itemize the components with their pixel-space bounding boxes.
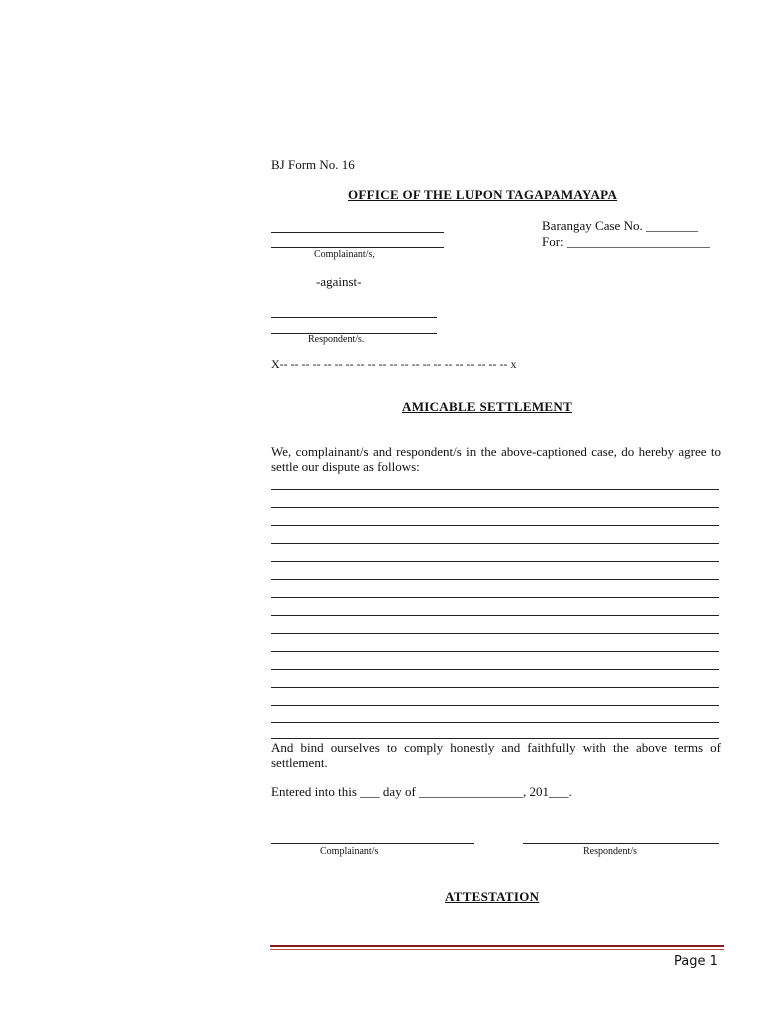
terms-line[interactable] bbox=[271, 738, 719, 739]
terms-line[interactable] bbox=[271, 543, 719, 544]
barangay-case-number[interactable]: Barangay Case No. ________ bbox=[542, 218, 698, 233]
settlement-title: AMICABLE SETTLEMENT bbox=[402, 399, 573, 414]
complainant-signature-caption: Complainant/s bbox=[320, 846, 379, 857]
complainant-line-2[interactable] bbox=[271, 247, 444, 248]
terms-line[interactable] bbox=[271, 525, 719, 526]
terms-line[interactable] bbox=[271, 489, 719, 490]
terms-line[interactable] bbox=[271, 633, 719, 634]
terms-line[interactable] bbox=[271, 507, 719, 508]
terms-line[interactable] bbox=[271, 579, 719, 580]
office-title: OFFICE OF THE LUPON TAGAPAMAYAPA bbox=[348, 187, 618, 202]
case-for-field[interactable]: For: ______________________ bbox=[542, 234, 710, 249]
respondent-caption: Respondent/s. bbox=[308, 334, 365, 345]
attestation-title: ATTESTATION bbox=[445, 889, 540, 904]
entered-into-line[interactable]: Entered into this ___ day of ________________, 201___. bbox=[271, 784, 572, 799]
settlement-intro: We, complainant/s and respondent/s in the above-captioned case, do hereby agree to settle our dispute as follows: bbox=[271, 444, 721, 474]
terms-line[interactable] bbox=[271, 687, 719, 688]
form-number: BJ Form No. 16 bbox=[271, 157, 355, 172]
footer-rule bbox=[270, 945, 724, 947]
respondent-signature-line[interactable] bbox=[523, 843, 719, 844]
terms-line[interactable] bbox=[271, 705, 719, 706]
complainant-line-1[interactable] bbox=[271, 232, 444, 233]
separator: X-- -- -- -- -- -- -- -- -- -- -- -- -- -- -- -- -- -- -- -- -- x bbox=[271, 357, 517, 371]
complainant-caption: Complainant/s, bbox=[314, 249, 375, 260]
bind-statement: And bind ourselves to comply honestly and faithfully with the above terms of settlement. bbox=[271, 740, 721, 770]
complainant-signature-line[interactable] bbox=[271, 843, 474, 844]
terms-line[interactable] bbox=[271, 722, 719, 723]
terms-line[interactable] bbox=[271, 651, 719, 652]
against-label: -against- bbox=[316, 274, 362, 289]
page-number: Page 1 bbox=[674, 954, 718, 969]
terms-line[interactable] bbox=[271, 669, 719, 670]
terms-line[interactable] bbox=[271, 597, 719, 598]
terms-line[interactable] bbox=[271, 561, 719, 562]
respondent-signature-caption: Respondent/s bbox=[583, 846, 637, 857]
respondent-line-1[interactable] bbox=[271, 317, 437, 318]
terms-line[interactable] bbox=[271, 615, 719, 616]
footer-rule-thin bbox=[270, 949, 724, 950]
